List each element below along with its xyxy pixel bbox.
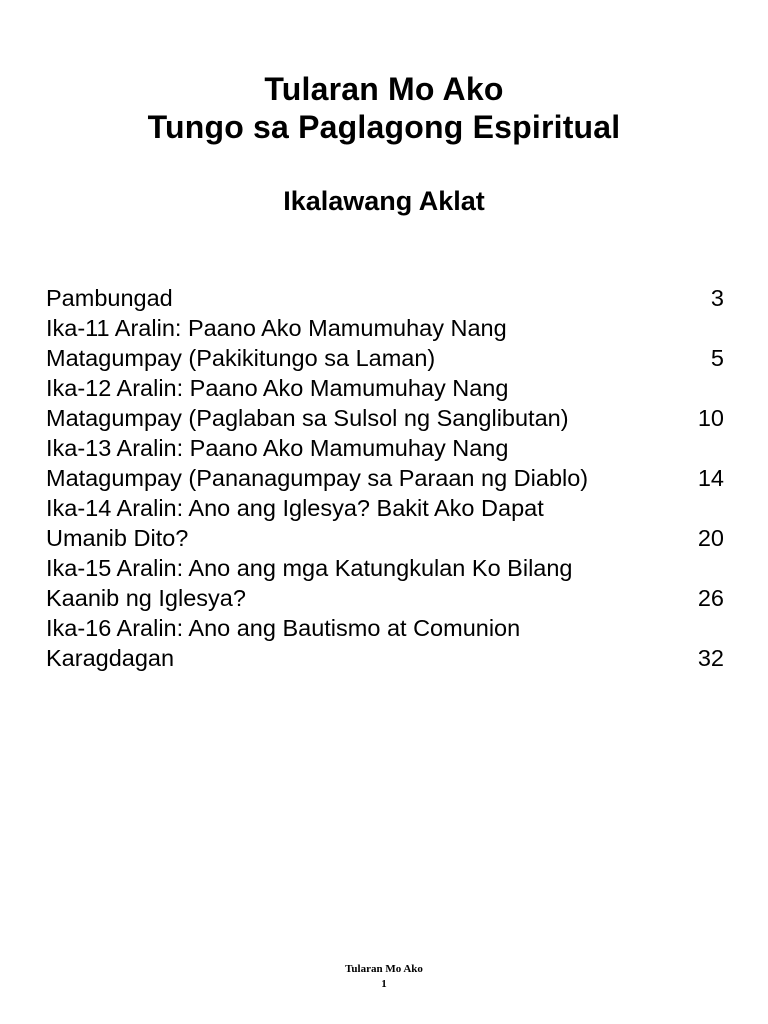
toc-row <box>46 463 724 493</box>
toc-entry-text: Umanib Dito? <box>46 525 189 551</box>
toc-row <box>46 613 724 643</box>
toc-page-number: 3 <box>710 285 724 311</box>
toc-page-number: 5 <box>710 345 724 371</box>
toc-row <box>46 523 724 553</box>
toc-row <box>46 433 724 463</box>
toc-page-number: 10 <box>697 405 724 431</box>
toc-entry-text: Kaanib ng Iglesya? <box>46 585 246 611</box>
toc-entry-text: Ika-14 Aralin: Ano ang Iglesya? Bakit Ako Dapat <box>46 495 544 521</box>
toc-entry-text: Ika-13 Aralin: Paano Ako Mamumuhay Nang <box>46 435 509 461</box>
toc-page-number: 20 <box>697 525 724 551</box>
toc-entry-text: Ika-16 Aralin: Ano ang Bautismo at Comunion <box>46 615 521 641</box>
document-subtitle: Ikalawang Aklat <box>283 186 485 216</box>
footer-title: Tularan Mo Ako <box>345 963 423 975</box>
toc-entry-text: Matagumpay (Paglaban sa Sulsol ng Sanglibutan) <box>46 405 569 431</box>
toc-row <box>46 403 724 433</box>
title-line-1: Tularan Mo Ako <box>264 71 504 107</box>
page-footer <box>0 962 768 992</box>
table-of-contents <box>46 283 724 673</box>
toc-row <box>46 553 724 583</box>
toc-row <box>46 643 724 673</box>
toc-page-number: 26 <box>697 585 724 611</box>
toc-entry-text: Karagdagan <box>46 645 175 671</box>
toc-page-number: 32 <box>697 645 724 671</box>
toc-row <box>46 283 724 313</box>
toc-entry-text: Matagumpay (Pakikitungo sa Laman) <box>46 345 436 371</box>
title-line-2: Tungo sa Paglagong Espiritual <box>147 109 621 145</box>
footer-page-number: 1 <box>381 978 387 990</box>
toc-page-number: 14 <box>697 465 724 491</box>
toc-row <box>46 313 724 343</box>
toc-entry-text: Ika-11 Aralin: Paano Ako Mamumuhay Nang <box>46 315 507 341</box>
toc-row <box>46 373 724 403</box>
toc-entry-text: Pambungad <box>46 285 173 311</box>
toc-entry-text: Ika-15 Aralin: Ano ang mga Katungkulan Ko Bilang <box>46 555 573 581</box>
toc-row <box>46 493 724 523</box>
toc-row <box>46 583 724 613</box>
document-title <box>0 70 768 146</box>
toc-entry-text: Matagumpay (Pananagumpay sa Paraan ng Diablo) <box>46 465 589 491</box>
toc-entry-text: Ika-12 Aralin: Paano Ako Mamumuhay Nang <box>46 375 509 401</box>
toc-row <box>46 343 724 373</box>
